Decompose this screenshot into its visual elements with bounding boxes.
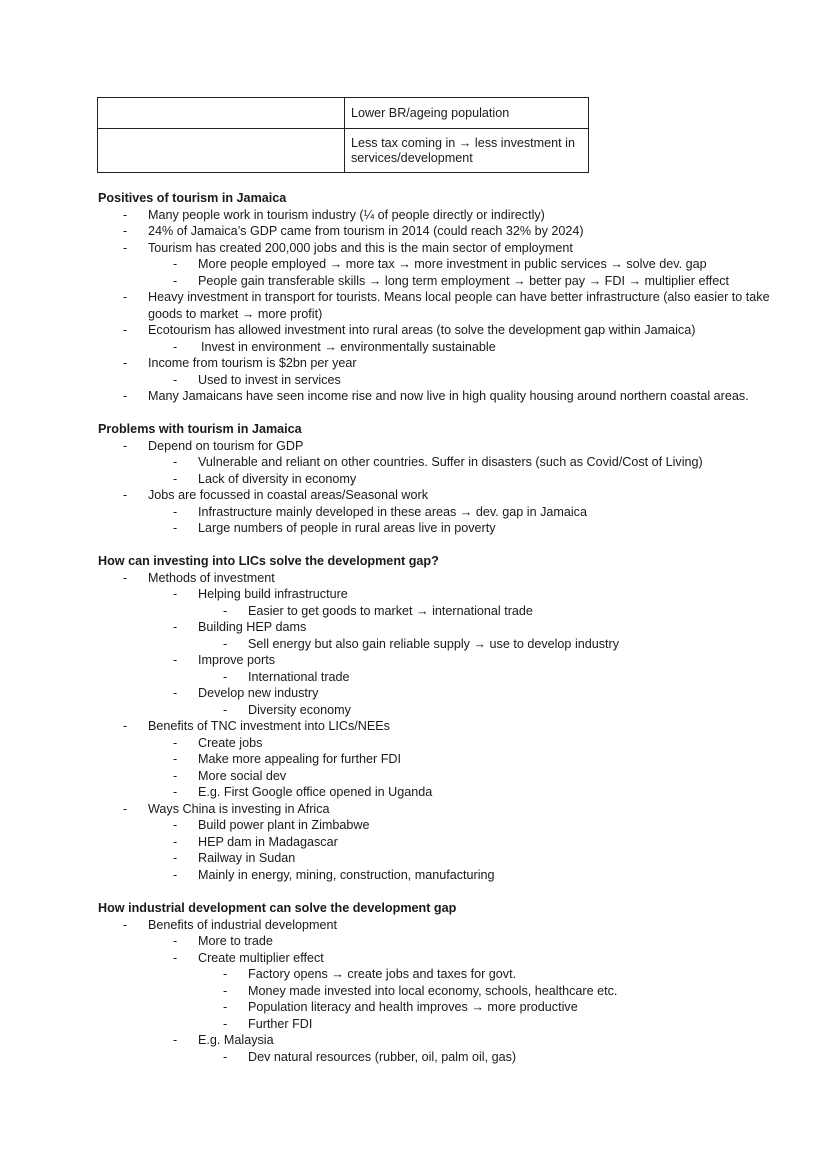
list-item: - Large numbers of people in rural areas live in poverty — [173, 521, 496, 535]
section-problems-tourism — [98, 421, 788, 537]
table-cell-text: Lower BR/ageing population — [351, 105, 510, 120]
bullet-dash: - — [123, 917, 128, 932]
list-item: - Create multiplier effect — [173, 950, 324, 965]
list-item: - Many people work in tourism industry (¼ of people directly or indirectly) — [123, 207, 545, 222]
list-item: - Infrastructure mainly developed in these areas → dev. gap in Jamaica — [173, 504, 587, 519]
table-cell — [345, 98, 589, 129]
section-investing-lics — [98, 553, 788, 883]
list-item: - Helping build infrastructure — [173, 587, 348, 601]
list-item: - HEP dam in Madagascar — [173, 834, 338, 849]
list-item: - Used to invest in services — [173, 372, 341, 387]
bullet-dash: - — [223, 1016, 228, 1031]
list-item: - Vulnerable and reliant on other countries. Suffer in disasters (such as Covid/Cost of Living) — [173, 455, 703, 469]
list-item: - Build power plant in Zimbabwe — [173, 818, 370, 832]
bullet-dash: - — [173, 1033, 178, 1047]
bullet-dash: - — [223, 1049, 228, 1064]
list-item: - Railway in Sudan — [173, 851, 296, 865]
list-item: - Sell energy but also gain reliable supply → use to develop industry — [223, 636, 620, 651]
bullet-dash: - — [173, 950, 178, 965]
list-item: - Lack of diversity in economy — [173, 471, 357, 486]
bullet-dash: - — [123, 801, 128, 816]
section-heading: How can investing into LICs solve the development gap? — [98, 554, 439, 568]
list-item: - Develop new industry — [173, 686, 319, 700]
list-item: - People gain transferable skills → long term employment → better pay → FDI → multiplier effect — [173, 273, 730, 288]
list-item: - Benefits of industrial development — [123, 917, 338, 932]
bullet-dash: - — [173, 867, 178, 882]
list-item: - Building HEP dams — [173, 620, 307, 634]
bullet-dash: - — [173, 934, 178, 948]
list-item: - Jobs are focussed in coastal areas/Seasonal work — [123, 488, 429, 502]
list-item: - Easier to get goods to market → international trade — [223, 603, 533, 618]
list-item: - Improve ports — [173, 653, 275, 667]
bullet-dash: - — [223, 636, 228, 651]
list-item: - Ways China is investing in Africa — [123, 801, 330, 816]
bullet-dash: - — [173, 768, 178, 783]
table-cell — [98, 98, 345, 129]
bullet-dash: - — [123, 438, 128, 453]
list-item: - E.g. First Google office opened in Uganda — [173, 785, 433, 799]
bullet-dash: - — [123, 290, 128, 304]
section-industrial-development — [98, 900, 788, 1065]
list-item: - Money made invested into local economy, schools, healthcare etc. — [223, 983, 618, 998]
list-item: - Diversity economy — [223, 702, 351, 717]
bullet-dash: - — [223, 702, 228, 717]
list-item: - Depend on tourism for GDP — [123, 438, 304, 453]
table-row — [98, 129, 589, 173]
bullet-dash: - — [223, 1000, 228, 1014]
bullet-dash: - — [123, 389, 128, 403]
section-heading: Positives of tourism in Jamaica — [98, 191, 287, 205]
list-item: - Methods of investment — [123, 570, 275, 585]
bullet-dash: - — [173, 372, 178, 387]
list-item: - Tourism has created 200,000 jobs and this is the main sector of employment — [123, 240, 573, 255]
list-item: - Create jobs — [173, 735, 263, 750]
bullet-dash: - — [123, 323, 128, 337]
list-item: - Benefits of TNC investment into LICs/NEEs — [123, 719, 390, 733]
bullet-dash: - — [173, 851, 178, 865]
bullet-dash: - — [173, 257, 178, 271]
bullet-dash: - — [173, 686, 178, 700]
list-item: - Ecotourism has allowed investment into rural areas (to solve the development gap within Jamaica) — [123, 323, 696, 337]
list-item: - Make more appealing for further FDI — [173, 752, 401, 766]
bullet-dash: - — [173, 471, 178, 486]
bullet-dash: - — [223, 983, 228, 998]
list-item: - More people employed → more tax → more investment in public services → solve dev. gap — [173, 257, 707, 271]
bullet-dash: - — [173, 735, 178, 750]
bullet-dash: - — [223, 603, 228, 618]
list-item: - More to trade — [173, 934, 273, 948]
bullet-dash: - — [173, 273, 178, 288]
list-item: - More social dev — [173, 768, 287, 783]
bullet-dash: - — [173, 339, 178, 354]
bullet-dash: - — [123, 240, 128, 255]
list-item: - E.g. Malaysia — [173, 1033, 274, 1047]
list-item: - Many Jamaicans have seen income rise and now live in high quality housing around northern coastal areas. — [123, 389, 749, 403]
bullet-dash: - — [173, 521, 178, 535]
bullet-dash: - — [173, 620, 178, 634]
list-item: - Mainly in energy, mining, construction, manufacturing — [173, 867, 495, 882]
section-heading: How industrial development can solve the development gap — [98, 901, 457, 915]
table-cell — [345, 129, 589, 173]
bullet-dash: - — [173, 818, 178, 832]
bullet-dash: - — [173, 504, 178, 519]
list-item: - Income from tourism is $2bn per year — [123, 356, 357, 370]
list-item: - Population literacy and health improves → more productive — [223, 1000, 578, 1014]
bullet-dash: - — [123, 356, 128, 370]
list-item: - Factory opens → create jobs and taxes for govt. — [223, 967, 517, 981]
table-row — [98, 98, 589, 129]
bullet-dash: - — [123, 224, 128, 238]
list-item: - Dev natural resources (rubber, oil, palm oil, gas) — [223, 1049, 517, 1064]
notes-table — [97, 97, 589, 173]
list-item: - Invest in environment → environmentally sustainable — [173, 339, 496, 354]
list-item: - Heavy investment in transport for tourists. Means local people can have better infrastructure (also easier to take goods to market → more profit) — [123, 290, 770, 321]
table-cell — [98, 129, 345, 173]
table-cell-text: Less tax coming in → less investment in services/development — [351, 136, 575, 165]
section-heading: Problems with tourism in Jamaica — [98, 422, 302, 436]
section-positives-tourism — [98, 190, 788, 405]
list-item: - 24% of Jamaica’s GDP came from tourism in 2014 (could reach 32% by 2024) — [123, 224, 584, 238]
bullet-dash: - — [173, 752, 178, 766]
bullet-dash: - — [123, 207, 128, 222]
list-item: - Further FDI — [223, 1016, 313, 1031]
bullet-dash: - — [223, 669, 228, 684]
list-item: - International trade — [223, 669, 350, 684]
bullet-dash: - — [223, 967, 228, 981]
bullet-dash: - — [173, 834, 178, 849]
bullet-dash: - — [173, 653, 178, 667]
bullet-dash: - — [173, 455, 178, 469]
bullet-dash: - — [173, 587, 178, 601]
bullet-dash: - — [123, 570, 128, 585]
bullet-dash: - — [123, 488, 128, 502]
bullet-dash: - — [173, 785, 178, 799]
bullet-dash: - — [123, 719, 128, 733]
